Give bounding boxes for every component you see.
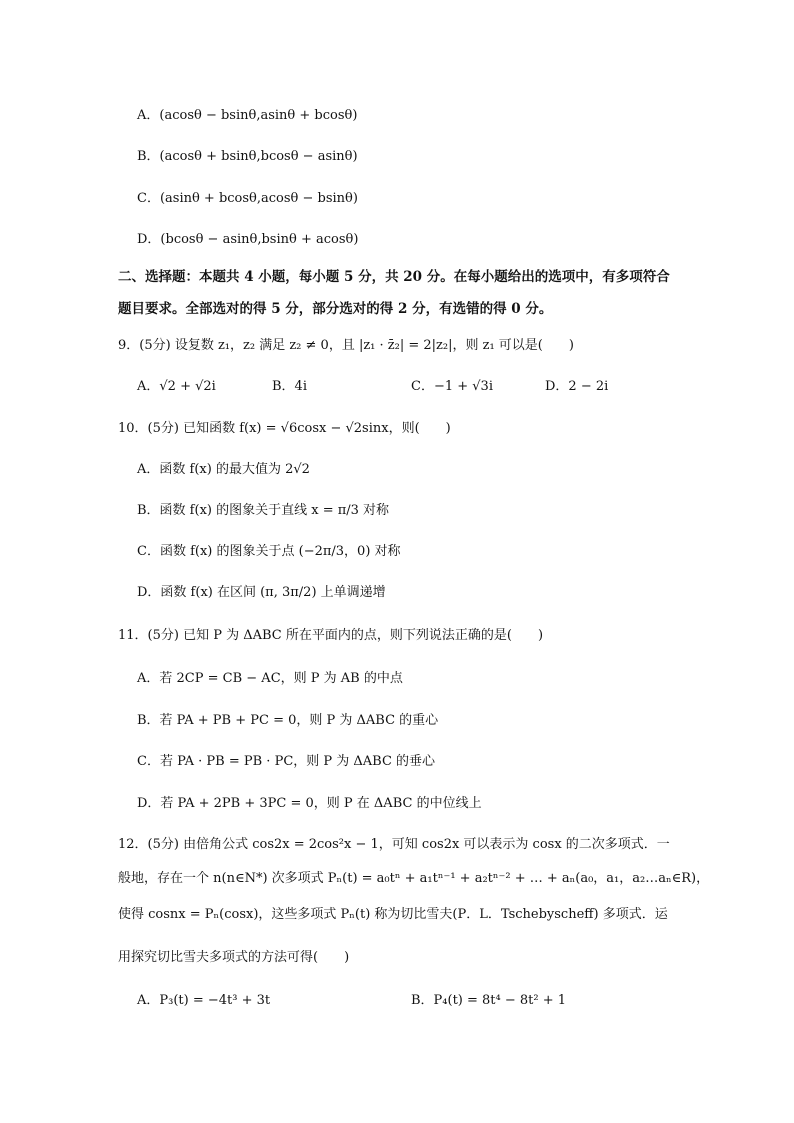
q11-option-b: B．若 PA + PB + PC = 0，则 P 为 ΔABC 的重心 [137,713,439,728]
q12-line2: 般地，存在一个 n(n∈N*) 次多项式 Pₙ(t) = a₀tⁿ + a₁tⁿ⁻¹ + a₂tⁿ⁻² + … + aₙ(a₀，a₁，a₂…aₙ∈R)， [118,871,710,886]
q11-option-d: D．若 PA + 2PB + 3PC = 0，则 P 在 ΔABC 的中位线上 [137,796,482,811]
q12-option-b: B．P₄(t) = 8t⁴ − 8t² + 1 [411,993,567,1008]
q10-option-d: D．函数 f(x) 在区间 (π, 3π/2) 上单调递增 [137,585,386,600]
q11-option-a: A．若 2CP = CB − AC，则 P 为 AB 的中点 [137,671,403,686]
q12-line3: 使得 cosnx = Pₙ(cosx)，这些多项式 Pₙ(t) 称为切比雪夫(P．L．Tschebyscheff) 多项式．运 [118,907,668,922]
q9-option-b: B．4i [272,379,307,394]
q8-option-a: A．(acosθ − bsinθ,asinθ + bcosθ) [137,108,358,123]
section-heading-line1: 二、选择题：本题共 4 小题，每小题 5 分，共 20 分。在每小题给出的选项中，有多项符合 [118,269,670,285]
q8-option-d: D．(bcosθ − asinθ,bsinθ + acosθ) [137,232,359,247]
q8-option-c: C．(asinθ + bcosθ,acosθ − bsinθ) [137,191,358,206]
q12-option-a: A．P₃(t) = −4t³ + 3t [137,993,271,1008]
section-heading-line2: 题目要求。全部选对的得 5 分，部分选对的得 2 分，有选错的得 0 分。 [118,301,553,317]
q9-option-a: A．√2 + √2i [137,379,216,394]
q9-option-d: D．2 − 2i [545,379,609,394]
q10-option-c: C．函数 f(x) 的图象关于点 (−2π/3，0) 对称 [137,544,401,559]
q9-option-c: C．−1 + √3i [411,379,493,394]
q11-option-c: C．若 PA · PB = PB · PC，则 P 为 ΔABC 的垂心 [137,754,436,769]
q10-option-b: B．函数 f(x) 的图象关于直线 x = π/3 对称 [137,503,390,518]
q12-line1: 12．(5分) 由倍角公式 cos2x = 2cos²x − 1，可知 cos2x 可以表示为 cosx 的二次多项式．一 [118,837,670,852]
q11-stem: 11．(5分) 已知 P 为 ΔABC 所在平面内的点，则下列说法正确的是( ) [118,628,544,643]
q9-stem: 9．(5分) 设复数 z₁，z₂ 满足 z₂ ≠ 0，且 |z₁ · z̄₂| = 2|z₂|，则 z₁ 可以是( ) [118,338,574,353]
q10-stem: 10．(5分) 已知函数 f(x) = √6cosx − √2sinx，则( ) [118,421,451,436]
q10-option-a: A．函数 f(x) 的最大值为 2√2 [137,462,310,477]
q12-line4: 用探究切比雪夫多项式的方法可得( ) [118,950,350,965]
q8-option-b: B．(acosθ + bsinθ,bcosθ − asinθ) [137,149,358,164]
